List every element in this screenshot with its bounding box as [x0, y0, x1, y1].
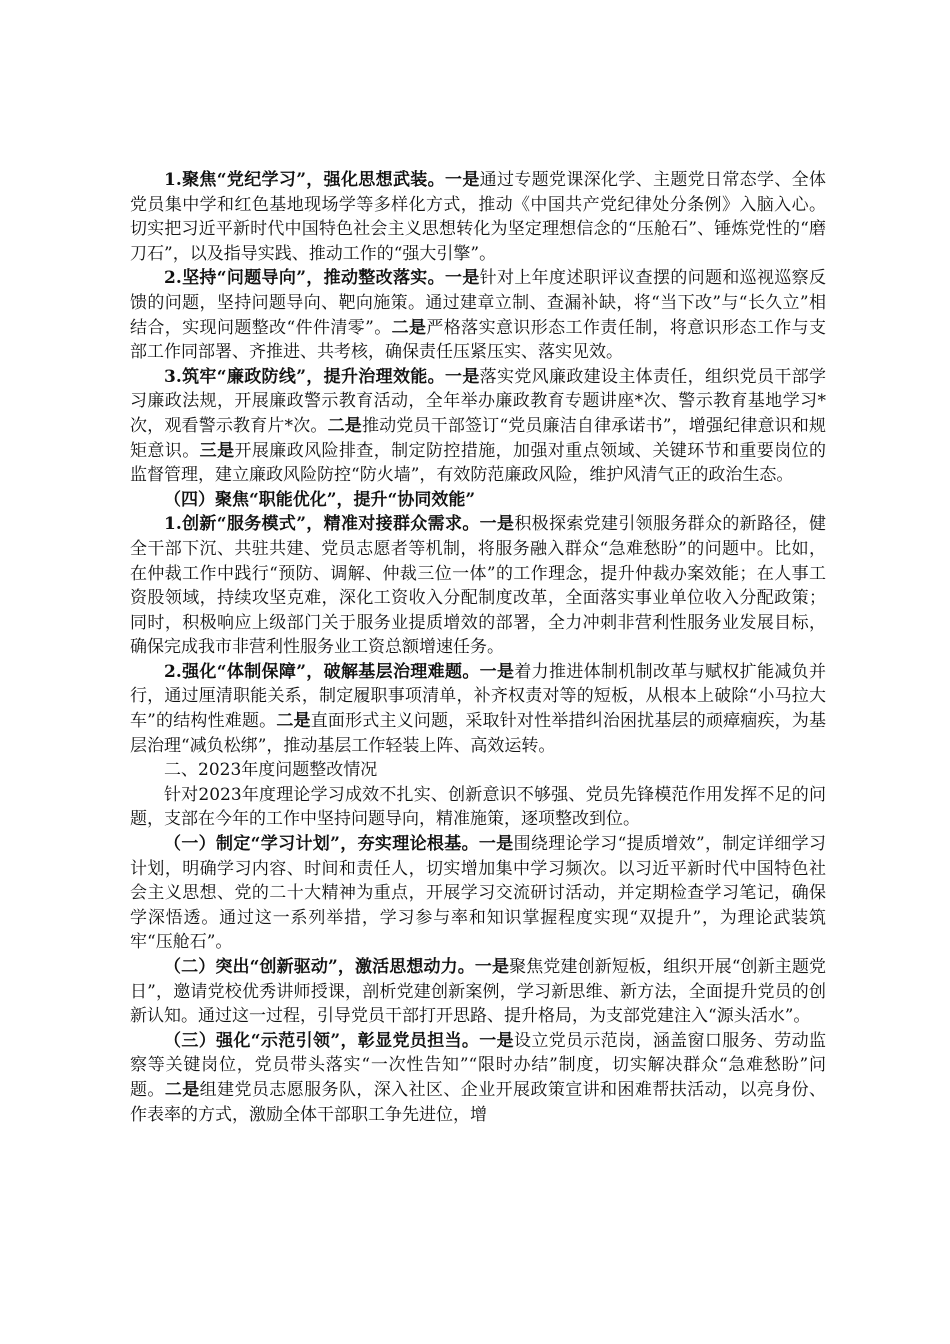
paragraph — [130, 783, 826, 832]
paragraph — [130, 266, 826, 364]
paragraph-text: 严格落实意识形态工作责任制，将意识形态工作与支部工作同部署、齐推进、共考核，确保责任压紧压实、落实见效。 — [130, 317, 826, 363]
section-heading: 二、2023年度问题整改情况 — [164, 760, 378, 781]
paragraph-lead: 3.筑牢“廉政防线”，提升治理效能。 — [164, 366, 445, 387]
paragraph — [130, 1029, 826, 1127]
ordinal-marker: 二是 — [276, 711, 311, 732]
paragraph-lead: 1.聚焦“党纪学习”，强化思想武装。 — [164, 170, 445, 190]
paragraph-text: 针对上年度述职评议查摆的问题和巡视巡察反馈的问题，坚持问题导向、靶向施策。通过建章立制、查漏补缺，将“当下改”与“长久立”相结合，实现问题整改“件件清零”。 — [130, 268, 826, 338]
paragraph — [130, 488, 826, 513]
ordinal-marker: 二是 — [391, 317, 427, 338]
paragraph-text: 围绕理论学习“提质增效”，制定详细学习计划，明确学习内容、时间和责任人，切实增加集中学习频次。以习近平新时代中国特色社会主义思想、党的二十大精神为重点，开展学习交流研讨活动，并定期检查学习笔记，确保学深悟透。通过这一系列举措，学习参与率和知识掌握程度实现“双提升”，为理论武装筑牢“压舱石”。 — [130, 834, 826, 953]
paragraph-text: 设立党员示范岗，涵盖窗口服务、劳动监察等关键岗位，党员带头落实“一次性告知”“限时办结”制度，切实解决群众“急难愁盼”问题。 — [130, 1030, 827, 1100]
paragraph-text: 通过专题党课深化学、主题党日常态学、全体党员集中学和红色基地现场学等多样化方式，推动《中国共产党纪律处分条例》入脑入心。切实把习近平新时代中国特色社会主义思想转化为坚定理想信念的“压舱石”、锤炼党性的“磨刀石”，以及指导实践、推动工作的“强大引擎”。 — [130, 170, 826, 264]
paragraph-lead: （一）制定“学习计划”，夯实理论根基。 — [164, 834, 479, 855]
ordinal-marker: 一是 — [479, 661, 515, 682]
ordinal-marker: 一是 — [444, 366, 480, 387]
paragraph-text: 开展廉政风险排查，制定防控措施，加强对重点领域、关键环节和重要岗位的监督管理，建立廉政风险防控“防火墙”，有效防范廉政风险，维护风清气正的政治生态。 — [130, 440, 827, 486]
document-body — [130, 168, 826, 1127]
ordinal-marker: 一是 — [479, 1030, 514, 1051]
paragraph-lead: 2.坚持“问题导向”，推动整改落实。 — [164, 268, 445, 289]
paragraph-lead: 1.创新“服务模式”，精准对接群众需求。 — [164, 514, 480, 535]
ordinal-marker: 一是 — [474, 957, 510, 977]
paragraph — [130, 832, 826, 955]
paragraph-text: 直面形式主义问题，采取针对性举措纠治困扰基层的顽瘴痼疾，为基层治理“减负松绑”，推动基层工作轻装上阵、高效运转。 — [130, 711, 827, 756]
paragraph — [130, 365, 826, 488]
ordinal-marker: 二是 — [327, 415, 362, 436]
paragraph-lead: （三）强化“示范引领”，彰显党员担当。 — [164, 1030, 480, 1051]
ordinal-marker: 三是 — [199, 440, 235, 461]
paragraph-text: 积极探索党建引领服务群众的新路径，健全干部下沉、共驻共建、党员志愿者等机制，将服务融入群众“急难愁盼”的问题中。比如，在仲裁工作中践行“预防、调解、仲裁三位一体”的工作理念，提升仲裁办案效能；在人事工资股领域，持续攻坚克难，深化工资收入分配制度改革，全面落实事业单位收入分配政策；同时，积极响应上级部门关于服务业提质增效的部署，全力冲刺非营利性服务业发展目标，确保完成我市非营利性服务业工资总额增速任务。 — [130, 514, 827, 658]
ordinal-marker: 一是 — [444, 268, 480, 289]
ordinal-marker: 一是 — [444, 170, 480, 190]
paragraph — [130, 660, 826, 758]
paragraph-lead: （二）突出“创新驱动”，激活思想动力。 — [164, 957, 475, 977]
paragraph — [130, 758, 826, 783]
paragraph-text: 聚焦党建创新短板，组织开展“创新主题党日”，邀请党校优秀讲师授课，剖析党建创新案例，学习新思维、新方法，全面提升党员的创新认知。通过这一过程，引导党员干部打开思路、提升格局，为支部党建注入“源头活水”。 — [130, 957, 827, 1027]
paragraph — [130, 955, 826, 1029]
paragraph-text: 组建党员志愿服务队，深入社区、企业开展政策宣讲和困难帮扶活动，以亮身份、作表率的方式，激励全体干部职工争先进位，增 — [130, 1079, 827, 1125]
paragraph — [130, 168, 826, 266]
ordinal-marker: 二是 — [164, 1079, 200, 1100]
paragraph-text: 落实党风廉政建设主体责任，组织党员干部学习廉政法规，开展廉政警示教育活动，全年举办廉政教育专题讲座*次、警示教育基地学习*次，观看警示教育片*次。 — [130, 366, 826, 436]
paragraph-text: 着力推进体制机制改革与赋权扩能减负并行，通过厘清职能关系，制定履职事项清单，补齐权责对等的短板，从根本上破除“小马拉大车”的结构性难题。 — [130, 661, 827, 732]
paragraph-lead: 2.强化“体制保障”，破解基层治理难题。 — [164, 661, 480, 682]
paragraph — [130, 512, 826, 660]
ordinal-marker: 一是 — [478, 834, 514, 855]
paragraph-text: 针对2023年度理论学习成效不扎实、创新意识不够强、党员先锋模范作用发挥不足的问题，支部在今年的工作中坚持问题导向，精准施策，逐项整改到位。 — [130, 784, 826, 830]
paragraph-lead: （四）聚焦“职能优化”，提升“协同效能” — [164, 489, 476, 510]
ordinal-marker: 一是 — [479, 514, 515, 535]
paragraph-text: 推动党员干部签订“党员廉洁自律承诺书”，增强纪律意识和规矩意识。 — [130, 415, 827, 461]
